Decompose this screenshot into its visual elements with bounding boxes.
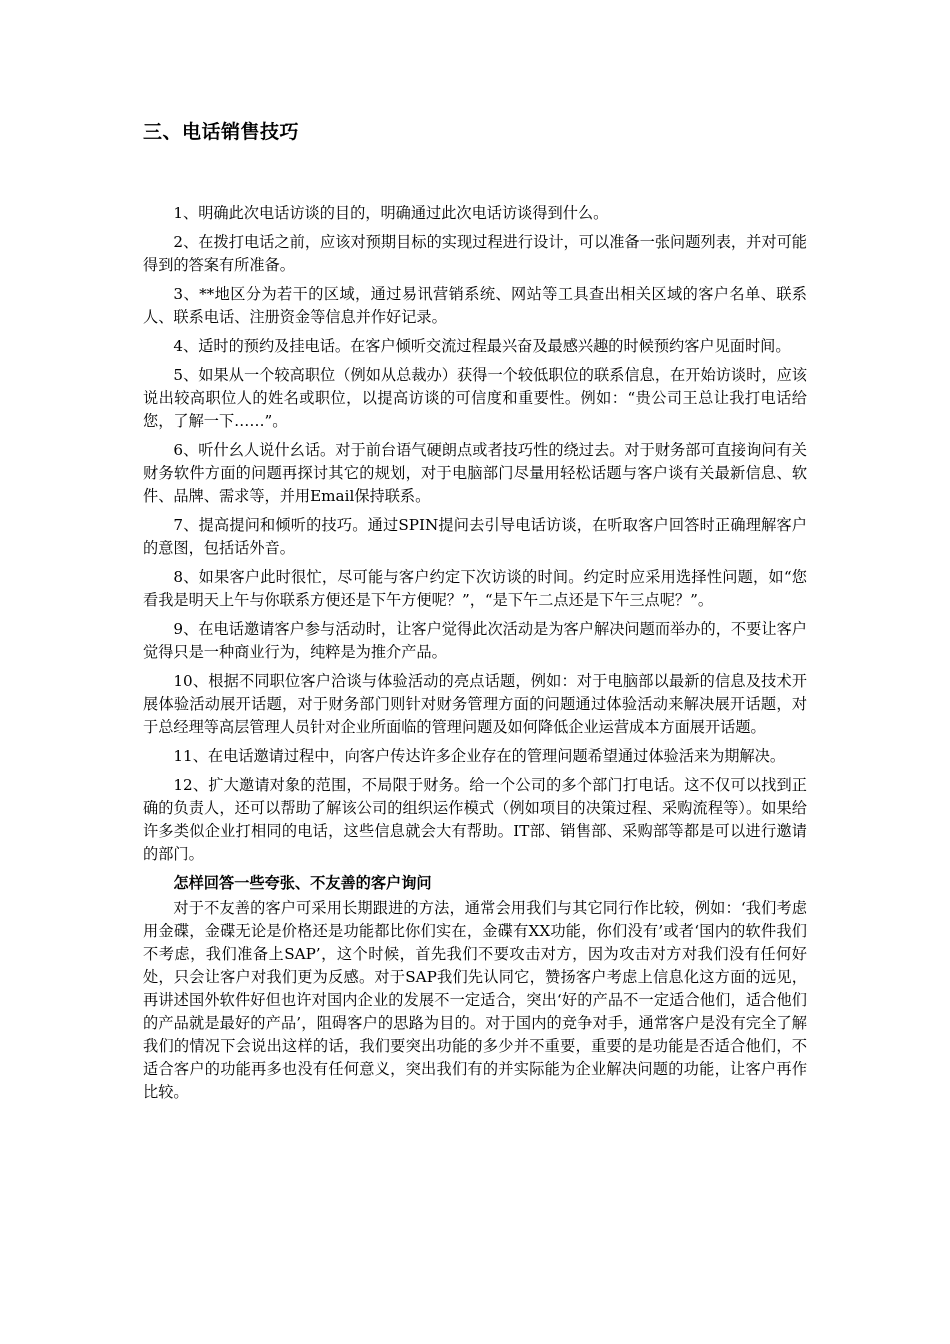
section-heading: 三、电话销售技巧 [143,121,300,143]
tip-paragraph-2: 2、在拨打电话之前，应该对预期目标的实现过程进行设计，可以准备一张问题列表，并对可能得到的答案有所准备。 [143,233,807,274]
tip-paragraph-8: 8、如果客户此时很忙，尽可能与客户约定下次访谈的时间。约定时应采用选择性问题，如“您看我是明天上午与你联系方便还是下午方便呢？”，“是下午二点还是下午三点呢？”。 [143,568,807,609]
tip-paragraph-6: 6、听什幺人说什幺话。对于前台语气硬朗点或者技巧性的绕过去。对于财务部可直接询问有关财务软件方面的问题再探讨其它的规划，对于电脑部门尽量用轻松话题与客户谈有关最新信息、软件、品牌、需求等，并用Email保持联系。 [143,441,807,505]
tip-paragraph-10: 10、根据不同职位客户洽谈与体验活动的亮点话题，例如：对于电脑部以最新的信息及技术开展体验活动展开话题，对于财务部门则针对财务管理方面的问题通过体验活动来解决展开话题，对于总经理等高层管理人员针对企业所面临的管理问题及如何降低企业运营成本方面展开话题。 [143,672,807,736]
tip-paragraph-7: 7、提高提问和倾听的技巧。通过SPIN提问去引导电话访谈，在听取客户回答时正确理解客户的意图，包括话外音。 [143,516,807,557]
tip-paragraph-4: 4、适时的预约及挂电话。在客户倾听交流过程最兴奋及最感兴趣的时候预约客户见面时间。 [173,337,791,355]
document-body [143,202,807,1104]
tip-paragraph-11: 11、在电话邀请过程中，向客户传达许多企业存在的管理问题希望通过体验活来为期解决。 [173,747,786,765]
tip-paragraph-12: 12、扩大邀请对象的范围，不局限于财务。给一个公司的多个部门打电话。这不仅可以找到正确的负责人，还可以帮助了解该公司的组织运作模式（例如项目的决策过程、采购流程等）。如果给许多类似企业打相同的电话，这些信息就会大有帮助。IT部、销售部、采购部等都是可以进行邀请的部门。 [143,776,807,863]
tip-paragraph-1: 1、明确此次电话访谈的目的，明确通过此次电话访谈得到什么。 [173,204,609,222]
tip-paragraph-3: 3、**地区分为若干的区域，通过易讯营销系统、网站等工具查出相关区域的客户名单、联系人、联系电话、注册资金等信息并作好记录。 [143,285,807,326]
subsection-heading: 怎样回答一些夸张、不友善的客户询问 [173,874,432,892]
tip-paragraph-5: 5、如果从一个较高职位（例如从总裁办）获得一个较低职位的联系信息，在开始访谈时，应该说出较高职位人的姓名或职位，以提高访谈的可信度和重要性。例如：“贵公司王总让我打电话给您，了解一下……”。 [143,366,807,430]
tip-paragraph-9: 9、在电话邀请客户参与活动时，让客户觉得此次活动是为客户解决问题而举办的，不要让客户觉得只是一种商业行为，纯粹是为推介产品。 [143,620,807,661]
closing-paragraph: 对于不友善的客户可采用长期跟进的方法，通常会用我们与其它同行作比较，例如：‘我们考虑用金碟，金碟无论是价格还是功能都比你们实在，金碟有XX功能，你们没有’或者‘国内的软件我们不考虑，我们准备上SAP’，这个时候，首先我们不要攻击对方，因为攻击对方对我们没有任何好处，只会让客户对我们更为反感。对于SAP我们先认同它，赞扬客户考虑上信息化这方面的远见，再讲述国外软件好但也许对国内企业的发展不一定适合，突出‘好的产品不一定适合他们，适合他们的产品就是最好的产品’，阻碍客户的思路为目的。对于国内的竞争对手，通常客户是没有完全了解我们的情况下会说出这样的话，我们要突出功能的多少并不重要，重要的是功能是否适合他们，不适合客户的功能再多也没有任何意义，突出我们有的并实际能为企业解决问题的功能，让客户再作比较。 [143,899,807,1101]
